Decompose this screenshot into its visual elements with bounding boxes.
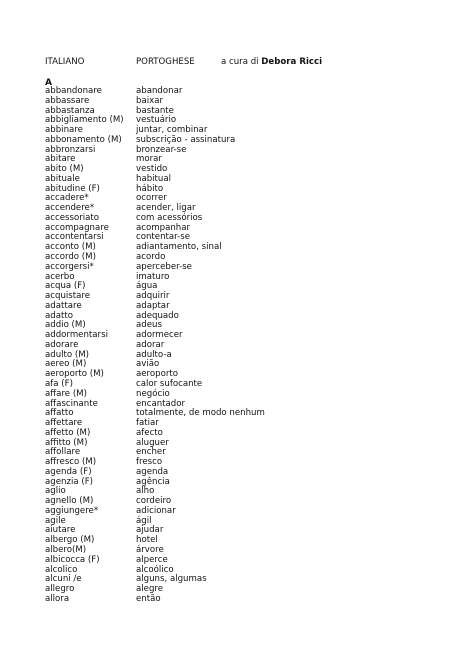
portuguese-translation: vestuário — [136, 115, 177, 126]
glossary-entry — [45, 536, 445, 546]
italian-term: alcolico — [45, 564, 78, 575]
italian-term: abitudine (F) — [45, 183, 100, 194]
portuguese-translation: ágil — [136, 515, 152, 526]
portuguese-translation: hábito — [136, 183, 164, 194]
portuguese-translation: encher — [136, 447, 166, 458]
italian-term: affitto (M) — [45, 437, 88, 448]
italian-term: agnello (M) — [45, 496, 94, 507]
portuguese-translation: habitual — [136, 173, 172, 184]
glossary-entry — [45, 595, 445, 605]
italian-term: acquistare — [45, 291, 91, 302]
glossary-entry — [45, 243, 445, 253]
italian-term: aeroporto (M) — [45, 369, 104, 380]
portuguese-translation: acender, ligar — [136, 203, 196, 214]
italian-term: acerbo — [45, 271, 75, 282]
portuguese-translation: adicionar — [136, 505, 176, 516]
italian-term: abito (M) — [45, 164, 84, 175]
glossary-entry — [45, 526, 445, 536]
italian-term: abbastanza — [45, 105, 95, 116]
glossary-entry — [45, 146, 445, 156]
glossary-entry — [45, 419, 445, 429]
portuguese-translation: adorar — [136, 339, 165, 350]
glossary-entry — [45, 370, 445, 380]
portuguese-translation: adulto-a — [136, 349, 172, 360]
italian-term: addormentarsi — [45, 330, 108, 341]
italian-term: abbigliamento (M) — [45, 115, 124, 126]
glossary-entry — [45, 585, 445, 595]
glossary-entry — [45, 165, 445, 175]
glossary-entry — [45, 566, 445, 576]
italian-term: abbinare — [45, 125, 83, 136]
glossary-entry — [45, 507, 445, 517]
glossary-entry — [45, 185, 445, 195]
portuguese-translation: água — [136, 281, 158, 292]
glossary-entry — [45, 175, 445, 185]
italian-term: acqua (F) — [45, 281, 86, 292]
portuguese-translation: aperceber-se — [136, 261, 192, 272]
glossary-entry — [45, 331, 445, 341]
italian-term: affollare — [45, 447, 81, 458]
portuguese-translation: aluguer — [136, 437, 169, 448]
italian-term: aggiungere* — [45, 505, 99, 516]
italian-term: accessoriato — [45, 212, 100, 223]
glossary-entry — [45, 380, 445, 390]
glossary-entry — [45, 341, 445, 351]
italian-term: addio (M) — [45, 320, 86, 331]
glossary-entry — [45, 233, 445, 243]
portuguese-translation: morar — [136, 154, 162, 165]
portuguese-translation: ajudar — [136, 525, 164, 536]
portuguese-translation: então — [136, 593, 161, 604]
portuguese-translation: adaptar — [136, 300, 170, 311]
portuguese-translation: cordeiro — [136, 496, 172, 507]
portuguese-translation: agência — [136, 476, 170, 487]
portuguese-translation: afecto — [136, 427, 163, 438]
italian-term: affare (M) — [45, 388, 87, 399]
portuguese-translation: avião — [136, 359, 160, 370]
column-header-italian: ITALIANO — [45, 57, 85, 67]
glossary-entry — [45, 282, 445, 292]
italian-term: albero(M) — [45, 544, 87, 555]
portuguese-translation: subscrição - assinatura — [136, 134, 236, 145]
italian-term: afa (F) — [45, 378, 73, 389]
glossary-entry — [45, 448, 445, 458]
italian-term: accendere* — [45, 203, 95, 214]
portuguese-translation: hotel — [136, 535, 158, 546]
glossary-entry — [45, 302, 445, 312]
portuguese-translation: vestido — [136, 164, 168, 175]
portuguese-translation: agenda — [136, 466, 169, 477]
italian-term: adattare — [45, 300, 82, 311]
glossary-entry — [45, 546, 445, 556]
portuguese-translation: abandonar — [136, 86, 183, 96]
italian-term: albicocca (F) — [45, 554, 100, 565]
italian-term: allegro — [45, 584, 75, 595]
portuguese-translation: bronzear-se — [136, 144, 187, 155]
portuguese-translation: fresco — [136, 457, 163, 468]
italian-term: agenzia (F) — [45, 476, 93, 487]
portuguese-translation: acordo — [136, 252, 166, 263]
glossary-list — [45, 87, 445, 605]
page-header — [45, 56, 445, 68]
portuguese-translation: adquirir — [136, 291, 170, 302]
portuguese-translation: ocorrer — [136, 193, 167, 204]
italian-term: accompagnare — [45, 222, 109, 233]
glossary-entry — [45, 468, 445, 478]
glossary-entry — [45, 360, 445, 370]
italian-term: accadere* — [45, 193, 89, 204]
glossary-entry — [45, 478, 445, 488]
glossary-entry — [45, 312, 445, 322]
italian-term: abbassare — [45, 95, 90, 106]
italian-term: agenda (F) — [45, 466, 92, 477]
glossary-entry — [45, 273, 445, 283]
portuguese-translation: calor sufocante — [136, 378, 203, 389]
portuguese-translation: adormecer — [136, 330, 183, 341]
italian-term: affatto — [45, 408, 74, 419]
portuguese-translation: negócio — [136, 388, 170, 399]
section-letter: A — [45, 78, 52, 88]
glossary-entry — [45, 204, 445, 214]
italian-term: abitare — [45, 154, 76, 165]
credit-name: Debora Ricci — [261, 57, 323, 67]
glossary-entry — [45, 263, 445, 273]
portuguese-translation: imaturo — [136, 271, 170, 282]
italian-term: abbonamento (M) — [45, 134, 122, 145]
portuguese-translation: alcoólico — [136, 564, 174, 575]
credit-prefix: a cura di — [221, 57, 259, 67]
italian-term: allora — [45, 593, 70, 604]
italian-term: adulto (M) — [45, 349, 90, 360]
portuguese-translation: aeroporto — [136, 369, 179, 380]
italian-term: aiutare — [45, 525, 76, 536]
glossary-entry — [45, 439, 445, 449]
glossary-entry — [45, 517, 445, 527]
portuguese-translation: com acessórios — [136, 212, 203, 223]
italian-term: accorgersi* — [45, 261, 94, 272]
italian-term: aereo (M) — [45, 359, 87, 370]
portuguese-translation: adiantamento, sinal — [136, 242, 222, 253]
italian-term: agile — [45, 515, 66, 526]
portuguese-translation: alperce — [136, 554, 168, 565]
glossary-entry — [45, 224, 445, 234]
italian-term: acconto (M) — [45, 242, 96, 253]
italian-term: adatto — [45, 310, 73, 321]
italian-term: accordo (M) — [45, 252, 96, 263]
glossary-entry — [45, 390, 445, 400]
portuguese-translation: encantador — [136, 398, 186, 409]
italian-term: abbronzarsi — [45, 144, 96, 155]
glossary-entry — [45, 136, 445, 146]
portuguese-translation: alegre — [136, 584, 164, 595]
italian-term: abituale — [45, 173, 80, 184]
glossary-entry — [45, 253, 445, 263]
portuguese-translation: contentar-se — [136, 232, 191, 243]
portuguese-translation: juntar, combinar — [136, 125, 208, 136]
portuguese-translation: alho — [136, 486, 155, 497]
glossary-entry — [45, 429, 445, 439]
glossary-entry — [45, 155, 445, 165]
italian-term: adorare — [45, 339, 79, 350]
italian-term: albergo (M) — [45, 535, 95, 546]
portuguese-translation: bastante — [136, 105, 174, 116]
italian-term: alcuni /e — [45, 574, 82, 585]
italian-term: affresco (M) — [45, 457, 97, 468]
glossary-entry — [45, 575, 445, 585]
glossary-entry — [45, 116, 445, 126]
glossary-entry — [45, 292, 445, 302]
glossary-entry — [45, 87, 445, 97]
portuguese-translation: totalmente, de modo nenhum — [136, 408, 265, 419]
italian-term: abbandonare — [45, 86, 102, 96]
portuguese-translation: adequado — [136, 310, 179, 321]
glossary-entry — [45, 194, 445, 204]
portuguese-translation: adeus — [136, 320, 162, 331]
glossary-entry — [45, 458, 445, 468]
glossary-entry — [45, 97, 445, 107]
portuguese-translation: acompanhar — [136, 222, 191, 233]
glossary-entry — [45, 487, 445, 497]
glossary-entry — [45, 409, 445, 419]
glossary-entry — [45, 497, 445, 507]
portuguese-translation: alguns, algumas — [136, 574, 207, 585]
portuguese-translation: fatiar — [136, 418, 159, 429]
italian-term: accontentarsi — [45, 232, 104, 243]
glossary-entry — [45, 556, 445, 566]
portuguese-translation: árvore — [136, 544, 164, 555]
glossary-entry — [45, 351, 445, 361]
italian-term: affettare — [45, 418, 83, 429]
portuguese-translation: baixar — [136, 95, 163, 106]
italian-term: affascinante — [45, 398, 98, 409]
italian-term: affetto (M) — [45, 427, 91, 438]
column-header-portuguese: PORTOGHESE — [136, 57, 195, 67]
italian-term: aglio — [45, 486, 66, 497]
author-credit — [221, 56, 322, 68]
